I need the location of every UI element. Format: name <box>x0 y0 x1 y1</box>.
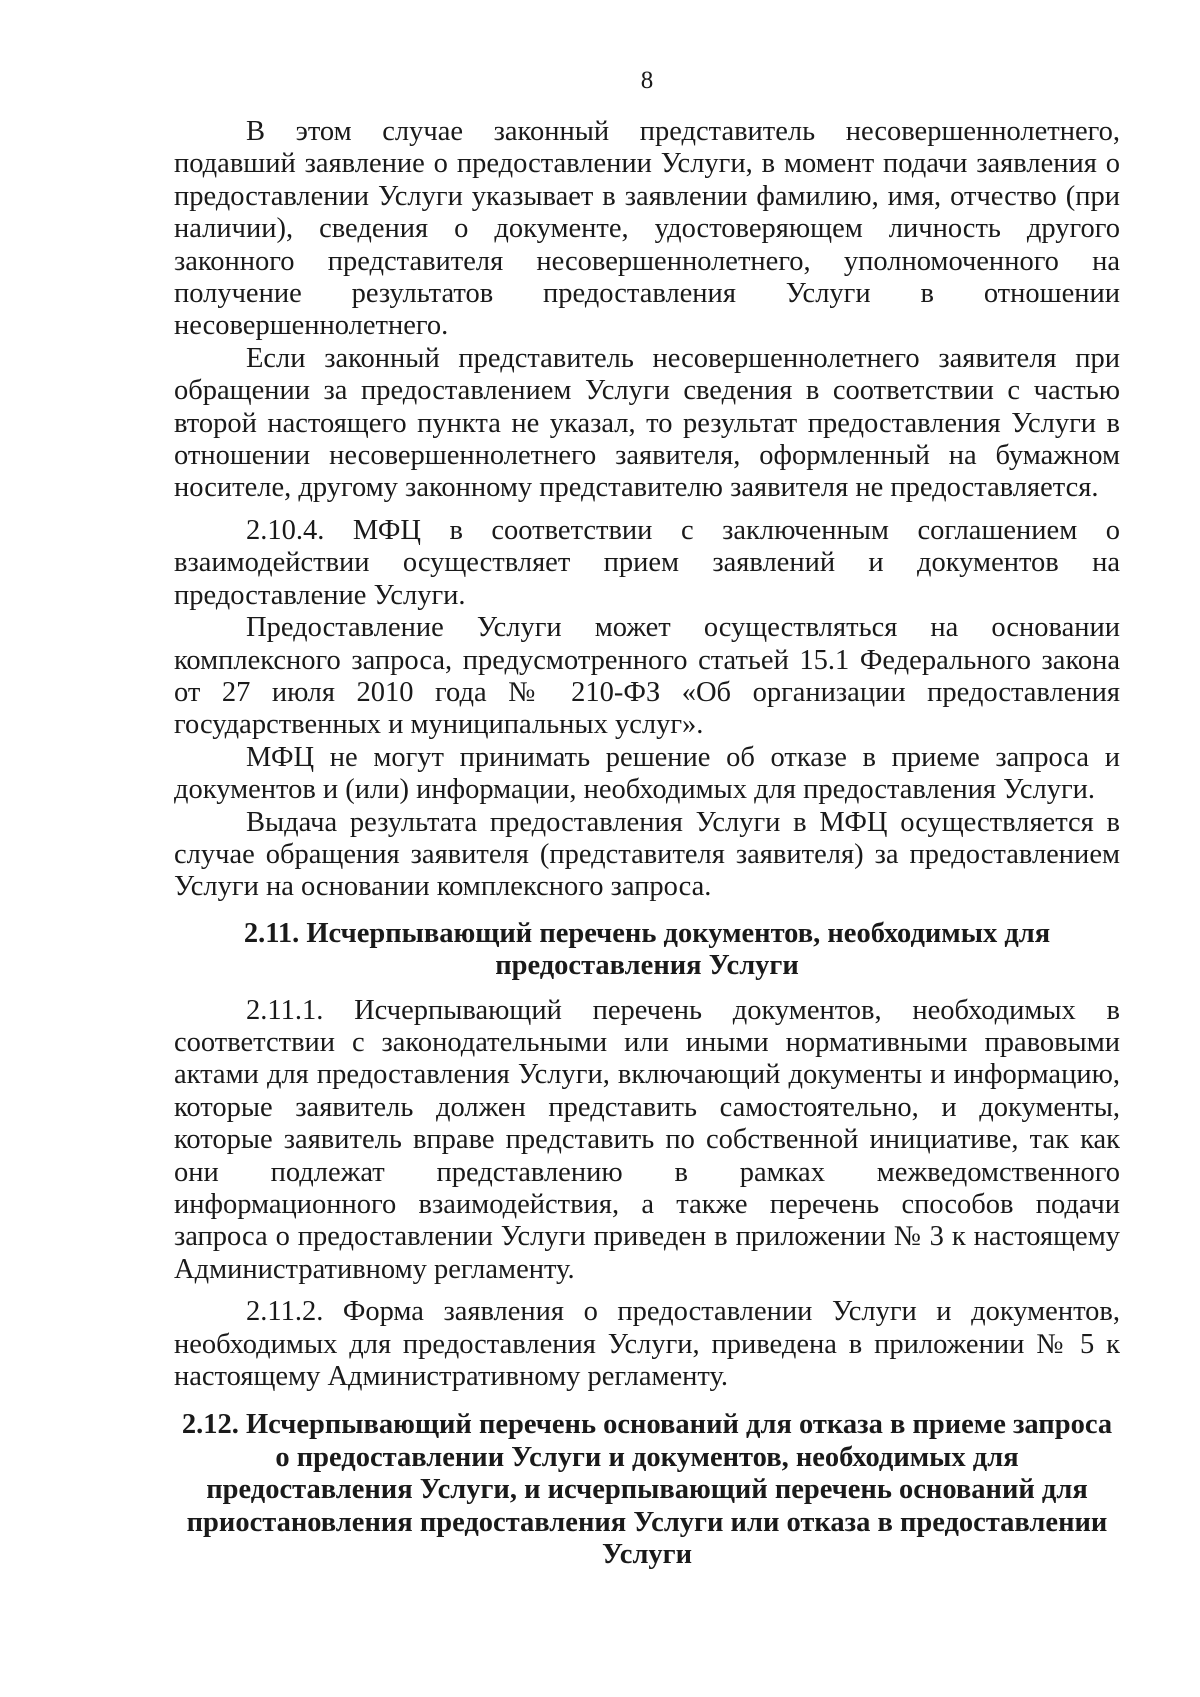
document-page <box>174 66 1120 1583</box>
page-number: 8 <box>640 67 654 94</box>
heading-line: Услуги <box>601 1539 693 1571</box>
heading-line: предоставления Услуги, и исчерпывающий перечень оснований для <box>206 1474 1088 1506</box>
paragraph-legal-representative: В этом случае законный представитель несовершеннолетнего, подавший заявление о предоставлении Услуги, в момент подачи заявления о предоставлении Услуги указывает в заявлении фамилию, имя, отчество (при наличии), сведения о документе, удостоверяющем личность другого законного представителя несовершеннолетнего, уполномоченного на получение результатов предоставления Услуги в отношении несовершеннолетнего. <box>174 116 1120 342</box>
heading-line: приостановления предоставления Услуги или отказа в предоставлении <box>186 1506 1108 1538</box>
heading-line: предоставления Услуги <box>495 950 799 982</box>
heading-line: 2.12. Исчерпывающий перечень оснований для отказа в приеме запроса <box>181 1409 1113 1441</box>
paragraph-2-10-4: 2.10.4. МФЦ в соответствии с заключенным соглашением о взаимодействии осуществляет прием заявлений и документов на предоставление Услуги. <box>174 514 1120 611</box>
paragraph-not-specified: Если законный представитель несовершеннолетнего заявителя при обращении за предоставлением Услуги сведения в соответствии с частью второй настоящего пункта не указал, то результат предоставления Услуги в отношении несовершеннолетнего заявителя, оформленный на бумажном носителе, другому законному представителю заявителя не предоставляется. <box>174 342 1120 504</box>
paragraph-2-11-1: 2.11.1. Исчерпывающий перечень документов, необходимых в соответствии с законодательными или иными нормативными правовыми актами для предоставления Услуги, включающий документы и информацию, которые заявитель должен представить самостоятельно, и документы, которые заявитель вправе представить по собственной инициативе, так как они подлежат представлению в рамках межведомственного информационного взаимодействия, а также перечень способов подачи запроса о предоставлении Услуги приведен в приложении № 3 к настоящему Административному регламенту. <box>174 994 1120 1285</box>
paragraph-mfc-refusal: МФЦ не могут принимать решение об отказе в приеме запроса и документов и (или) информации, необходимых для предоставления Услуги. <box>174 741 1120 806</box>
paragraph-result-issuance: Выдача результата предоставления Услуги в МФЦ осуществляется в случае обращения заявителя (представителя заявителя) за предоставлением Услуги на основании комплексного запроса. <box>174 806 1120 903</box>
section-heading-2-12 <box>174 1409 1120 1571</box>
section-heading-2-11 <box>174 918 1120 983</box>
heading-line: 2.11. Исчерпывающий перечень документов, необходимых для <box>243 917 1051 949</box>
heading-line: о предоставлении Услуги и документов, необходимых для <box>275 1441 1019 1473</box>
paragraph-complex-request: Предоставление Услуги может осуществляться на основании комплексного запроса, предусмотренного статьей 15.1 Федерального закона от 27 июля 2010 года № 210-ФЗ «Об организации предоставления государственных и муниципальных услуг». <box>174 612 1120 741</box>
paragraph-2-11-2: 2.11.2. Форма заявления о предоставлении Услуги и документов, необходимых для предоставления Услуги, приведена в приложении № 5 к настоящему Административному регламенту. <box>174 1296 1120 1393</box>
